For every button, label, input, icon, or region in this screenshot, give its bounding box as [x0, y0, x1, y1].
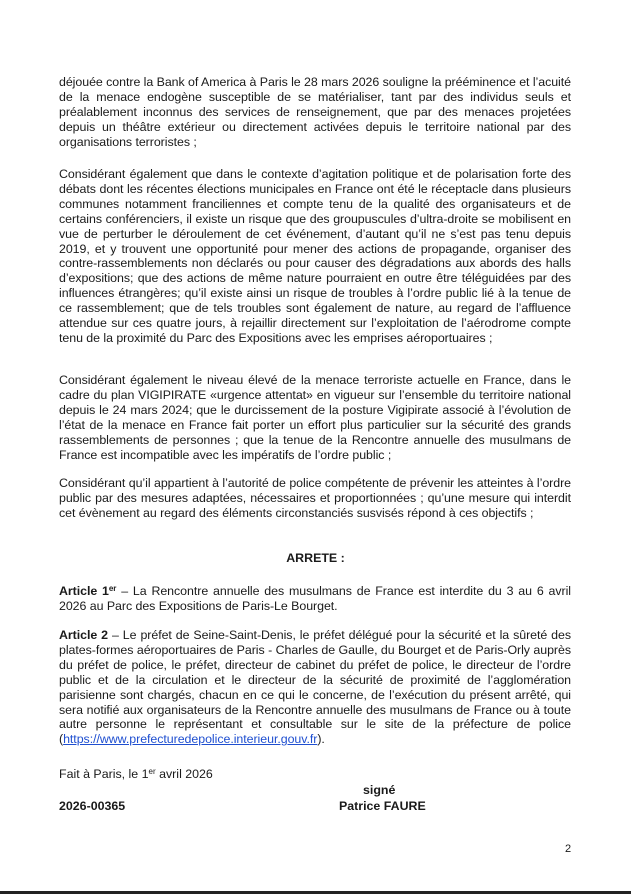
article-1: [59, 584, 571, 614]
article-1-text: – La Rencontre annuelle des musulmans de France est interdite du 3 au 6 avril 2026 au Parc des Expositions de Paris-Le Bourget.: [59, 584, 571, 613]
place-date-sup: er: [148, 767, 156, 776]
article-2: [59, 628, 571, 747]
signer-name: Patrice FAURE: [339, 799, 426, 813]
paragraph-police-authority: Considérant qu’il appartient à l’autorité de police compétente de prévenir les atteintes à l’ordre public par des mesures adaptées, nécessaires et proportionnées ; qu’une mesure qui interdit cet évènement au regard des éléments circonstanciés susvisés répond à ces objectifs ;: [59, 476, 571, 520]
bottom-divider: [0, 891, 631, 894]
arrete-heading: ARRETE :: [286, 551, 345, 565]
place-date-prefix: Fait à Paris, le 1: [59, 767, 149, 781]
article-2-label: Article 2: [59, 628, 109, 642]
article-1-label: [59, 584, 116, 598]
place-date: [59, 767, 213, 782]
article-2-text-end: ).: [317, 732, 325, 747]
paragraph-threat-context: déjouée contre la Bank of America à Paris le 28 mars 2026 souligne la prééminence et l’acuité de la menace endogène susceptible de se matérialiser, tant par des individus seuls et préalablement inconnus des services de renseignement, que par des menaces projetées depuis un théâtre extérieur ou directement activées depuis le territoire national par des organisations terroristes ;: [59, 75, 571, 149]
signed-label: signé: [363, 783, 396, 797]
prefecture-website-link[interactable]: https://www.prefecturedepolice.interieur.gouv.fr: [63, 732, 318, 747]
reference-number: 2026-00365: [59, 799, 126, 813]
paragraph-vigipirate: Considérant également le niveau élevé de la menace terroriste actuelle en France, dans le cadre du plan VIGIPIRATE «urgence attentat» en vigueur sur l’ensemble du territoire national depuis le 24 mars 2024; que le durcissement de la posture Vigipirate associé à l’évolution de l’état de la menace en France fait porter un effort plus particulier sur la sécurité des grands rassemblements de personnes ; que la tenue de la Rencontre annuelle des musulmans de France est incompatible avec les impératifs de l’ordre public ;: [59, 373, 571, 462]
place-date-suffix: avril 2026: [155, 767, 213, 781]
article-1-label-sup: er: [108, 584, 117, 593]
article-1-label-text: Article 1: [59, 584, 109, 598]
paragraph-political-context: Considérant également que dans le contexte d’agitation politique et de polarisation forte des débats dont les récentes élections municipales en France ont été le réceptacle dans plusieurs communes notamment franciliennes et compte tenu de la qualité des organisateurs et de certains conférenciers, il existe un risque que des groupuscules d’ultra-droite se mobilisent en vue de perturber le déroulement de cet événement, d’autant qu’il ne s’est pas tenu depuis 2019, et y trouvent une opportunité pour mener des actions de propagande, organiser des contre-rassemblements non déclarés ou pour causer des dégradations aux abords des halls d’expositions; que des actions de même nature pourraient en outre être téléguidées par des influences étrangères; qu’il existe ainsi un risque de troubles à l’ordre public lié à la tenue de ce rassemblement; que de tels troubles sont également de nature, au regard de l’affluence attendue sur ces quatre jours, à rejaillir directement sur l’exploitation de l’aérodrome compte tenu de la proximité du Parc des Expositions avec les emprises aéroportuaires ;: [59, 167, 571, 345]
article-2-text: – Le préfet de Seine-Saint-Denis, le préfet délégué pour la sécurité et la sûreté des plates-formes aéroportuaires de Paris - Charles de Gaulle, du Bourget et de Paris-Orly auprès du préfet de police, le préfet, directeur de cabinet du préfet de police, le directeur de l’ordre public et de la circulation et le directeur de la sécurité de proximité de l’agglomération parisienne sont chargés, chacun en ce qui le concerne, de l’exécution du présent arrêté, qui sera notifié aux organisateurs de la Rencontre annuelle des musulmans de France ou à toute autre personne le représentant et consultable sur le site de la préfecture de police (: [59, 628, 572, 747]
page-number: 2: [565, 843, 572, 855]
